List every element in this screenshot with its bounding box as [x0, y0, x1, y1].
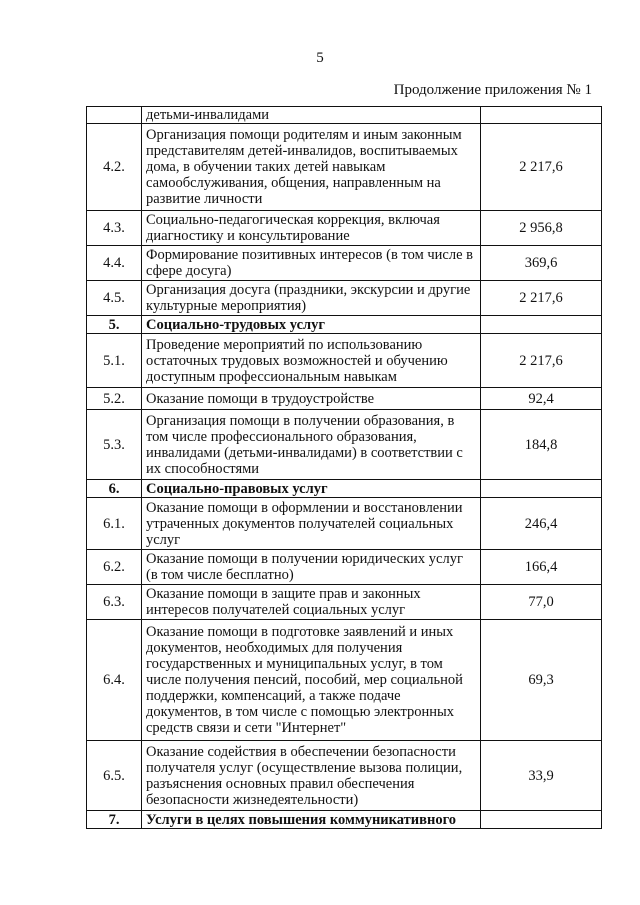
section-value	[481, 480, 602, 498]
row-number: 6.4.	[87, 620, 142, 741]
row-value: 33,9	[481, 741, 602, 811]
row-value: 2 217,6	[481, 124, 602, 211]
row-description: Организация помощи в получении образования, в том числе профессионального образования, инвалидами (детьми-инвалидами) в соответствии с их способностями	[142, 410, 481, 480]
section-number: 7.	[87, 811, 142, 829]
row-number: 5.3.	[87, 410, 142, 480]
table-row	[87, 334, 602, 388]
row-number: 6.5.	[87, 741, 142, 811]
row-number: 4.4.	[87, 246, 142, 281]
row-description: Оказание помощи в получении юридических услуг (в том числе бесплатно)	[142, 550, 481, 585]
table-row	[87, 410, 602, 480]
row-description: Социально-педагогическая коррекция, включая диагностику и консультирование	[142, 211, 481, 246]
row-description: Формирование позитивных интересов (в том числе в сфере досуга)	[142, 246, 481, 281]
row-description: Проведение мероприятий по использованию остаточных трудовых возможностей и обучению доступным профессиональным навыкам	[142, 334, 481, 388]
services-table-body	[87, 107, 602, 829]
row-number: 4.2.	[87, 124, 142, 211]
row-description: Оказание помощи в трудоустройстве	[142, 388, 481, 410]
row-value	[481, 107, 602, 124]
row-description: Оказание помощи в оформлении и восстановлении утраченных документов получателей социальных услуг	[142, 498, 481, 550]
section-title: Социально-трудовых услуг	[142, 316, 481, 334]
section-value	[481, 316, 602, 334]
table-row	[87, 741, 602, 811]
table-row	[87, 107, 602, 124]
row-value: 2 217,6	[481, 281, 602, 316]
row-value: 369,6	[481, 246, 602, 281]
row-number: 6.3.	[87, 585, 142, 620]
row-number	[87, 107, 142, 124]
table-row	[87, 211, 602, 246]
row-description: Оказание помощи в защите прав и законных интересов получателей социальных услуг	[142, 585, 481, 620]
row-number: 5.2.	[87, 388, 142, 410]
row-value: 92,4	[481, 388, 602, 410]
table-row	[87, 498, 602, 550]
section-title: Социально-правовых услуг	[142, 480, 481, 498]
table-row	[87, 550, 602, 585]
row-value: 166,4	[481, 550, 602, 585]
table-row	[87, 281, 602, 316]
section-title: Услуги в целях повышения коммуникативного	[142, 811, 481, 829]
row-description: Организация досуга (праздники, экскурсии и другие культурные мероприятия)	[142, 281, 481, 316]
row-value: 246,4	[481, 498, 602, 550]
table-row	[87, 124, 602, 211]
table-row	[87, 585, 602, 620]
table-row	[87, 246, 602, 281]
row-number: 6.1.	[87, 498, 142, 550]
row-number: 6.2.	[87, 550, 142, 585]
page-number: 5	[316, 50, 324, 66]
row-value: 2 956,8	[481, 211, 602, 246]
row-number: 5.1.	[87, 334, 142, 388]
row-number: 4.3.	[87, 211, 142, 246]
row-description: Организация помощи родителям и иным законным представителям детей-инвалидов, воспитываемых дома, в обучении таких детей навыкам самообслуживания, общения, направленным на развитие личности	[142, 124, 481, 211]
services-table	[86, 106, 602, 829]
row-value: 2 217,6	[481, 334, 602, 388]
row-number: 4.5.	[87, 281, 142, 316]
section-number: 5.	[87, 316, 142, 334]
table-row	[87, 620, 602, 741]
section-number: 6.	[87, 480, 142, 498]
section-row	[87, 316, 602, 334]
row-value: 77,0	[481, 585, 602, 620]
row-description: детьми-инвалидами	[142, 107, 481, 124]
row-value: 184,8	[481, 410, 602, 480]
row-value: 69,3	[481, 620, 602, 741]
row-description: Оказание содействия в обеспечении безопасности получателя услуг (осуществление вызова полиции, разъяснения основных правил обеспечения безопасности жизнедеятельности)	[142, 741, 481, 811]
table-row	[87, 388, 602, 410]
row-description: Оказание помощи в подготовке заявлений и иных документов, необходимых для получения государственных и муниципальных услуг, в том числе получения пенсий, пособий, мер социальной поддержки, компенсаций, а также подаче документов, в том числе с помощью электронных средств связи и сети "Интернет"	[142, 620, 481, 741]
section-row	[87, 811, 602, 829]
section-value	[481, 811, 602, 829]
section-row	[87, 480, 602, 498]
appendix-continuation-label: Продолжение приложения № 1	[393, 82, 592, 98]
